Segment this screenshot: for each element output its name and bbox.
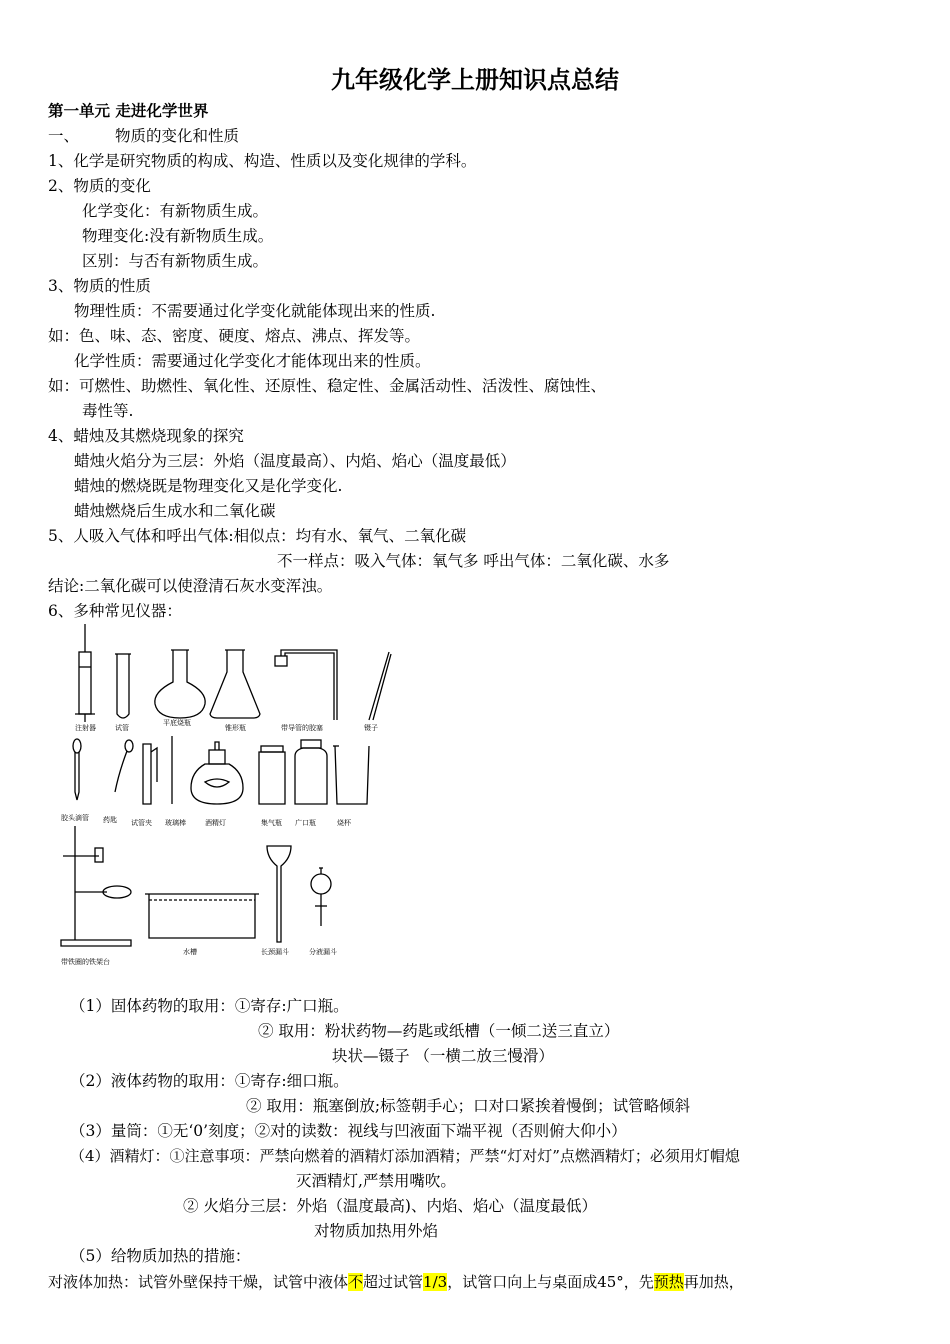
spoon-icon: [115, 740, 133, 792]
instrument-label: 平底烧瓶: [163, 719, 191, 727]
instrument-label: 酒精灯: [205, 819, 226, 827]
paragraph: （4）酒精灯：①注意事项：严禁向燃着的酒精灯添加酒精；严禁“灯对灯”点燃酒精灯；必须用灯帽熄: [70, 1147, 740, 1165]
dropper-icon: [73, 739, 81, 800]
flat-bottom-flask-icon: [155, 650, 205, 718]
paragraph: 如：可燃性、助燃性、氧化性、还原性、稳定性、金属活动性、活泼性、腐蚀性、: [48, 377, 607, 395]
paragraph: 区别：与否有新物质生成。: [82, 252, 269, 270]
paragraph: 块状—镊子 （一横二放三慢滑）: [332, 1047, 554, 1065]
paragraph: 结论:二氧化碳可以使澄清石灰水变浑浊。: [48, 577, 333, 595]
instrument-label: 试管夹: [131, 819, 152, 827]
highlighted-text: 1/3: [423, 1273, 448, 1291]
paragraph: 物理性质：不需要通过化学变化就能体现出来的性质.: [74, 302, 436, 320]
instrument-label: 带导管的胶塞: [281, 724, 323, 732]
highlighted-text: 不: [348, 1273, 364, 1291]
lab-instruments-figure: [55, 622, 400, 972]
instrument-label: 注射器: [75, 724, 96, 732]
stopper-with-tube-icon: [275, 650, 337, 720]
instrument-label: 广口瓶: [295, 819, 316, 827]
paragraph: 蜡烛燃烧后生成水和二氧化碳: [74, 502, 276, 520]
instrument-label: 药匙: [103, 816, 117, 824]
tweezers-icon: [369, 652, 391, 720]
section-number: 一、: [48, 127, 80, 145]
paragraph: 6、多种常见仪器：: [48, 602, 182, 620]
paragraph: 4、蜡烛及其燃烧现象的探究: [48, 427, 244, 445]
paragraph: 化学变化：有新物质生成。: [82, 202, 269, 220]
paragraph: 2、物质的变化: [48, 177, 151, 195]
instrument-label: 烧杯: [337, 819, 351, 827]
text-run: 再加热，: [683, 1273, 744, 1291]
water-trough-icon: [145, 894, 259, 938]
gas-jar-icon: [259, 746, 285, 804]
paragraph: （2）液体药物的取用：①寄存:细口瓶。: [70, 1072, 349, 1090]
instrument-label: 试管: [115, 724, 129, 732]
instrument-label: 集气瓶: [261, 819, 282, 827]
instrument-label: 镊子: [364, 724, 378, 732]
text-run: ，试管口向上与桌面成45°，先: [447, 1273, 654, 1291]
paragraph: （1）固体药物的取用：①寄存:广口瓶。: [70, 997, 349, 1015]
paragraph: 1、化学是研究物质的构成、构造、性质以及变化规律的学科。: [48, 152, 477, 170]
text-run: 超过试管: [363, 1273, 424, 1291]
separatory-funnel-icon: [311, 868, 331, 926]
iron-stand-icon: [61, 826, 131, 946]
instrument-label: 胶头滴管: [61, 814, 89, 822]
highlighted-text: 预热: [653, 1273, 684, 1291]
paragraph: ② 取用：粉状药物—药匙或纸槽（一倾二送三直立）: [258, 1022, 620, 1040]
instrument-label: 水槽: [183, 948, 197, 956]
text-run: 对液体加热：试管外壁保持干燥，试管中液体: [48, 1273, 349, 1291]
paragraph: 灭酒精灯,严禁用嘴吹。: [296, 1172, 456, 1190]
instrument-label: 带铁圈的铁架台: [61, 958, 110, 966]
paragraph: ② 取用：瓶塞倒放;标签朝手心；口对口紧挨着慢倒；试管略倾斜: [246, 1097, 691, 1115]
page-title: 九年级化学上册知识点总结: [331, 66, 619, 94]
paragraph: 蜡烛火焰分为三层：外焰（温度最高）、内焰、焰心（温度最低）: [74, 452, 516, 470]
unit-heading: 第一单元 走进化学世界: [48, 102, 209, 120]
paragraph: 对物质加热用外焰: [314, 1222, 439, 1240]
long-neck-funnel-icon: [267, 846, 291, 942]
paragraph: 蜡烛的燃烧既是物理变化又是化学变化.: [74, 477, 343, 495]
conical-flask-icon: [210, 650, 260, 718]
syringe-icon: [75, 624, 95, 722]
alcohol-lamp-icon: [191, 742, 243, 804]
test-tube-icon: [115, 654, 131, 718]
paragraph: 如：色、味、态、密度、硬度、熔点、沸点、挥发等。: [48, 327, 421, 345]
paragraph: 3、物质的性质: [48, 277, 151, 295]
instrument-label: 分液漏斗: [309, 948, 337, 956]
paragraph: （5）给物质加热的措施：: [70, 1247, 251, 1265]
paragraph: 毒性等.: [82, 402, 134, 420]
paragraph: ② 火焰分三层：外焰（温度最高)、内焰、焰心（温度最低）: [183, 1197, 597, 1215]
paragraph: 5、人吸入气体和呼出气体:相似点：均有水、氧气、二氧化碳: [48, 527, 467, 545]
wide-mouth-bottle-icon: [295, 740, 327, 804]
section-title: 物质的变化和性质: [115, 127, 240, 145]
paragraph: 物理变化:没有新物质生成。: [82, 227, 274, 245]
instrument-label: 玻璃棒: [165, 819, 186, 827]
paragraph: 化学性质：需要通过化学变化才能体现出来的性质。: [74, 352, 431, 370]
instrument-label: 长颈漏斗: [261, 948, 289, 956]
instrument-label: 锥形瓶: [225, 724, 246, 732]
last-paragraph: [48, 1271, 744, 1293]
paragraph: （3）量筒：①无‘0’刻度；②对的读数：视线与凹液面下端平视（否则俯大仰小）: [70, 1122, 627, 1140]
paragraph: 不一样点：吸入气体：氧气多 呼出气体：二氧化碳、水多: [277, 552, 670, 570]
beaker-icon: [333, 746, 369, 804]
tube-holder-icon: [143, 744, 157, 804]
